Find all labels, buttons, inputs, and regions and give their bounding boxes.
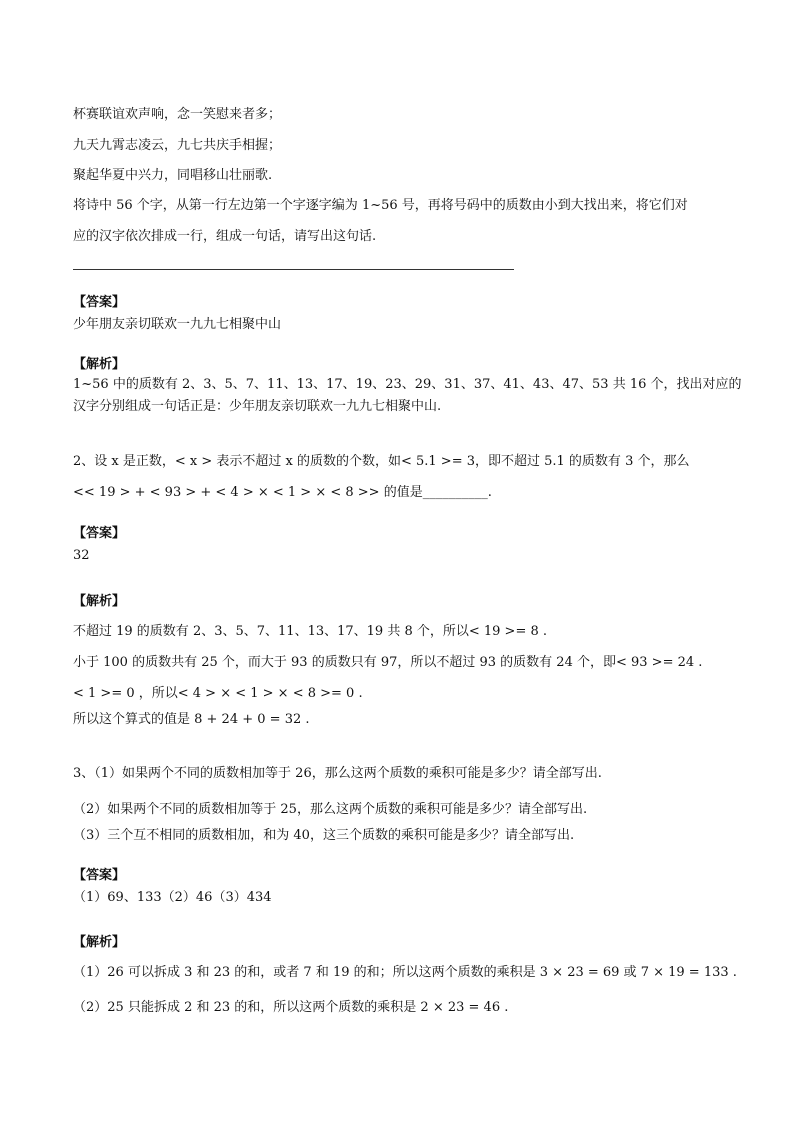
q2-answer: 32 xyxy=(73,548,90,563)
question-3-part-2: （2）如果两个不同的质数相加等于 25，那么这两个质数的乘积可能是多少？请全部写出. xyxy=(73,802,588,817)
q2-analysis-line-2: 小于 100 的质数共有 25 个，而大于 93 的质数只有 97，所以不超过 93 的质数有 24 个，即< 93 >= 24 . xyxy=(73,655,703,670)
q1-analysis-line-2: 汉字分别组成一句话正是：少年朋友亲切联欢一九九七相聚中山. xyxy=(73,399,442,414)
q1-answer: 少年朋友亲切联欢一九九七相聚中山 xyxy=(73,317,282,332)
poem-line-1: 杯赛联谊欢声响，念一笑慰来者多； xyxy=(73,107,282,122)
question-1-instruction-1: 将诗中 56 个字，从第一行左边第一个字逐字编为 1~56 号，再将号码中的质数由小到大找出来，将它们对 xyxy=(73,198,688,213)
q3-analysis-line-2: （2）25 只能拆成 2 和 23 的和，所以这两个质数的乘积是 2 × 23 = 46 . xyxy=(73,1000,509,1015)
poem-line-2: 九天九霄志凌云，九七共庆手相握； xyxy=(73,138,282,153)
answer-blank-line xyxy=(73,269,514,270)
q2-answer-heading: 【答案】 xyxy=(73,526,126,541)
q1-analysis-heading: 【解析】 xyxy=(73,357,126,372)
q3-analysis-line-1: （1）26 可以拆成 3 和 23 的和，或者 7 和 19 的和；所以这两个质数的乘积是 3 × 23 = 69 或 7 × 19 = 133 . xyxy=(73,965,737,980)
q2-analysis-line-3: < 1 >= 0 ，所以< 4 > × < 1 > × < 8 >= 0 . xyxy=(73,686,363,701)
q3-answer-heading: 【答案】 xyxy=(73,868,126,883)
question-3-part-1: 3、（1）如果两个不同的质数相加等于 26，那么这两个质数的乘积可能是多少？请全部写出. xyxy=(73,766,602,781)
q2-analysis-line-1: 不超过 19 的质数有 2、3、5、7、11、13、17、19 共 8 个，所以< 19 >= 8 . xyxy=(73,624,548,639)
poem-line-3: 聚起华夏中兴力，同唱移山壮丽歌. xyxy=(73,168,273,183)
q2-analysis-heading: 【解析】 xyxy=(73,594,126,609)
question-1-instruction-2: 应的汉字依次排成一行，组成一句话，请写出这句话. xyxy=(73,229,377,244)
q1-answer-heading: 【答案】 xyxy=(73,295,126,310)
q3-answer: （1）69、133（2）46（3）434 xyxy=(73,890,272,905)
question-3-part-3: （3）三个互不相同的质数相加，和为 40，这三个质数的乘积可能是多少？请全部写出. xyxy=(73,828,575,843)
q1-analysis-line-1: 1~56 中的质数有 2、3、5、7、11、13、17、19、23、29、31、37、41、43、47、53 共 16 个，找出对应的 xyxy=(73,377,742,392)
question-2-stem-1: 2、设 x 是正数，< x > 表示不超过 x 的质数的个数，如< 5.1 >= 3，即不超过 5.1 的质数有 3 个，那么 xyxy=(73,454,690,469)
question-2-stem-2: << 19 > + < 93 > + < 4 > × < 1 > × < 8 >> 的值是__________. xyxy=(73,485,492,500)
q2-analysis-line-4: 所以这个算式的值是 8 + 24 + 0 = 32 . xyxy=(73,712,310,727)
q3-analysis-heading: 【解析】 xyxy=(73,935,126,950)
